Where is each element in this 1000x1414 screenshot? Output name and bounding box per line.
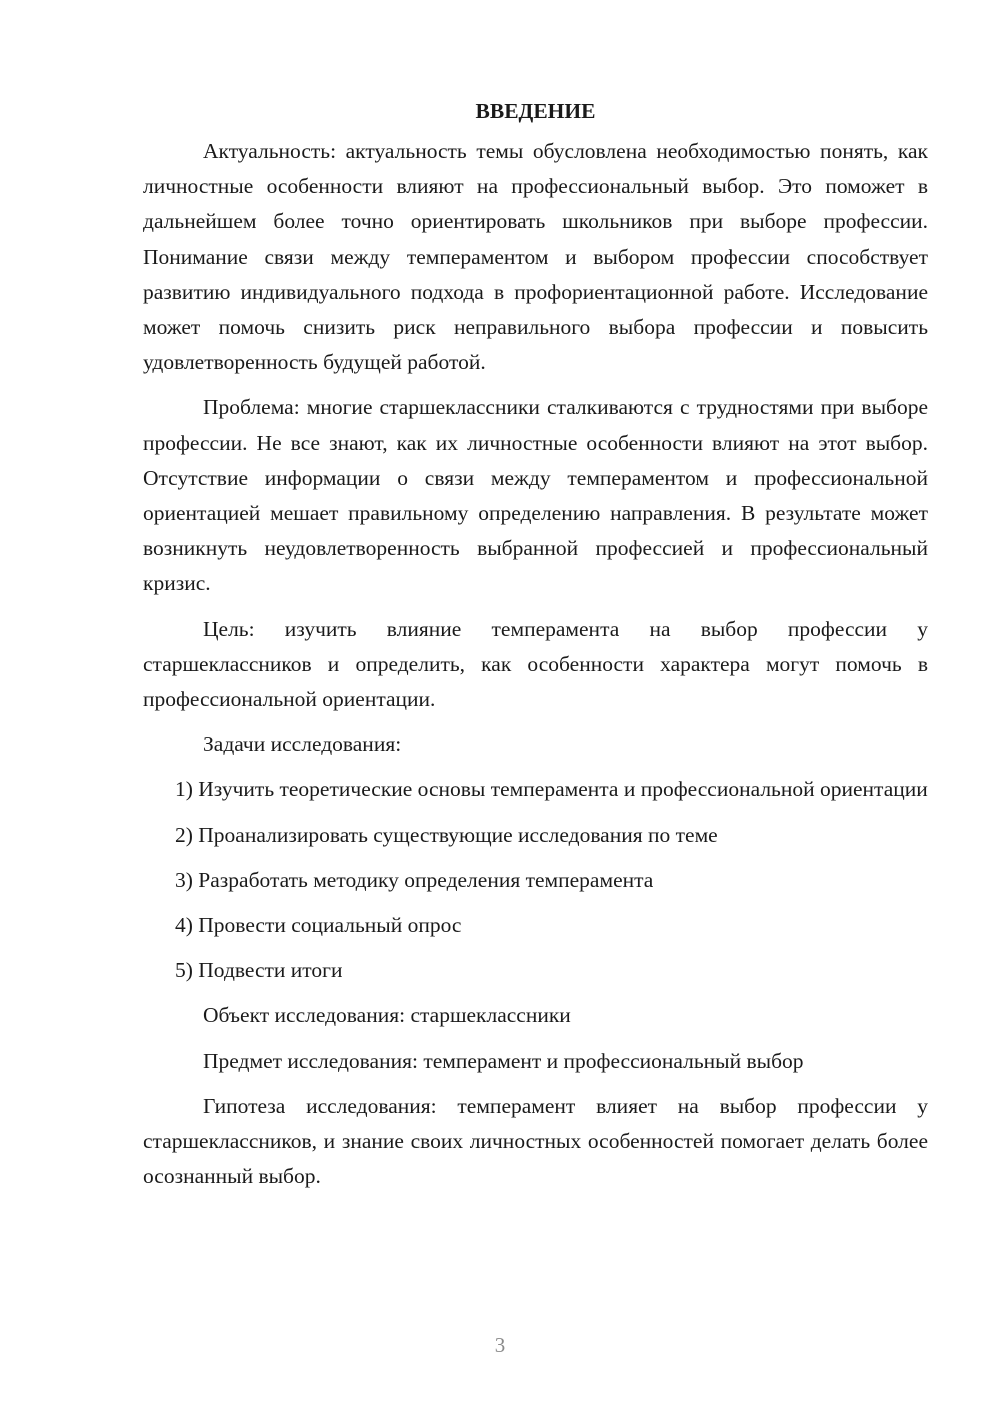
task-item: 1) Изучить теоретические основы темперамента и профессиональной ориентации xyxy=(175,777,928,802)
relevance-paragraph: Актуальность: актуальность темы обусловлена необходимостью понять, как личностные особенности влияют на профессиональный выбор. Это поможет в дальнейшем более точно ориентировать школьников при выборе профессии. Понимание связи между темпераментом и выбором профессии способствует развитию индивидуального подхода в профориентационной работе. Исследование может помочь снизить риск неправильного выбора профессии и повысить удовлетворенность будущей работой. xyxy=(143,139,928,375)
task-item: 2) Проанализировать существующие исследования по теме xyxy=(175,822,718,847)
page-number: 3 xyxy=(494,1333,506,1357)
hypothesis-paragraph: Гипотеза исследования: темперамент влияет на выбор профессии у старшеклассников, и знание своих личностных особенностей помогает делать более осознанный выбор. xyxy=(143,1093,928,1189)
research-subject: Предмет исследования: темперамент и профессиональный выбор xyxy=(203,1048,804,1073)
task-item: 5) Подвести итоги xyxy=(175,958,343,983)
task-item: 4) Провести социальный опрос xyxy=(175,913,462,938)
document-page xyxy=(143,96,928,1204)
research-object: Объект исследования: старшеклассники xyxy=(203,1003,571,1028)
task-item: 3) Разработать методику определения темперамента xyxy=(175,867,654,892)
goal-paragraph: Цель: изучить влияние темперамента на выбор профессии у старшеклассников и определить, как особенности характера могут помочь в профессиональной ориентации. xyxy=(143,616,928,712)
page-title: ВВЕДЕНИЕ xyxy=(475,99,596,123)
problem-paragraph: Проблема: многие старшеклассники сталкиваются с трудностями при выборе профессии. Не все знают, как их личностные особенности влияют на этот выбор. Отсутствие информации о связи между темпераментом и профессиональной ориентацией мешает правильному определению направления. В результате может возникнуть неудовлетворенность выбранной профессией и профессиональный кризис. xyxy=(143,395,928,596)
tasks-heading: Задачи исследования: xyxy=(203,732,402,757)
